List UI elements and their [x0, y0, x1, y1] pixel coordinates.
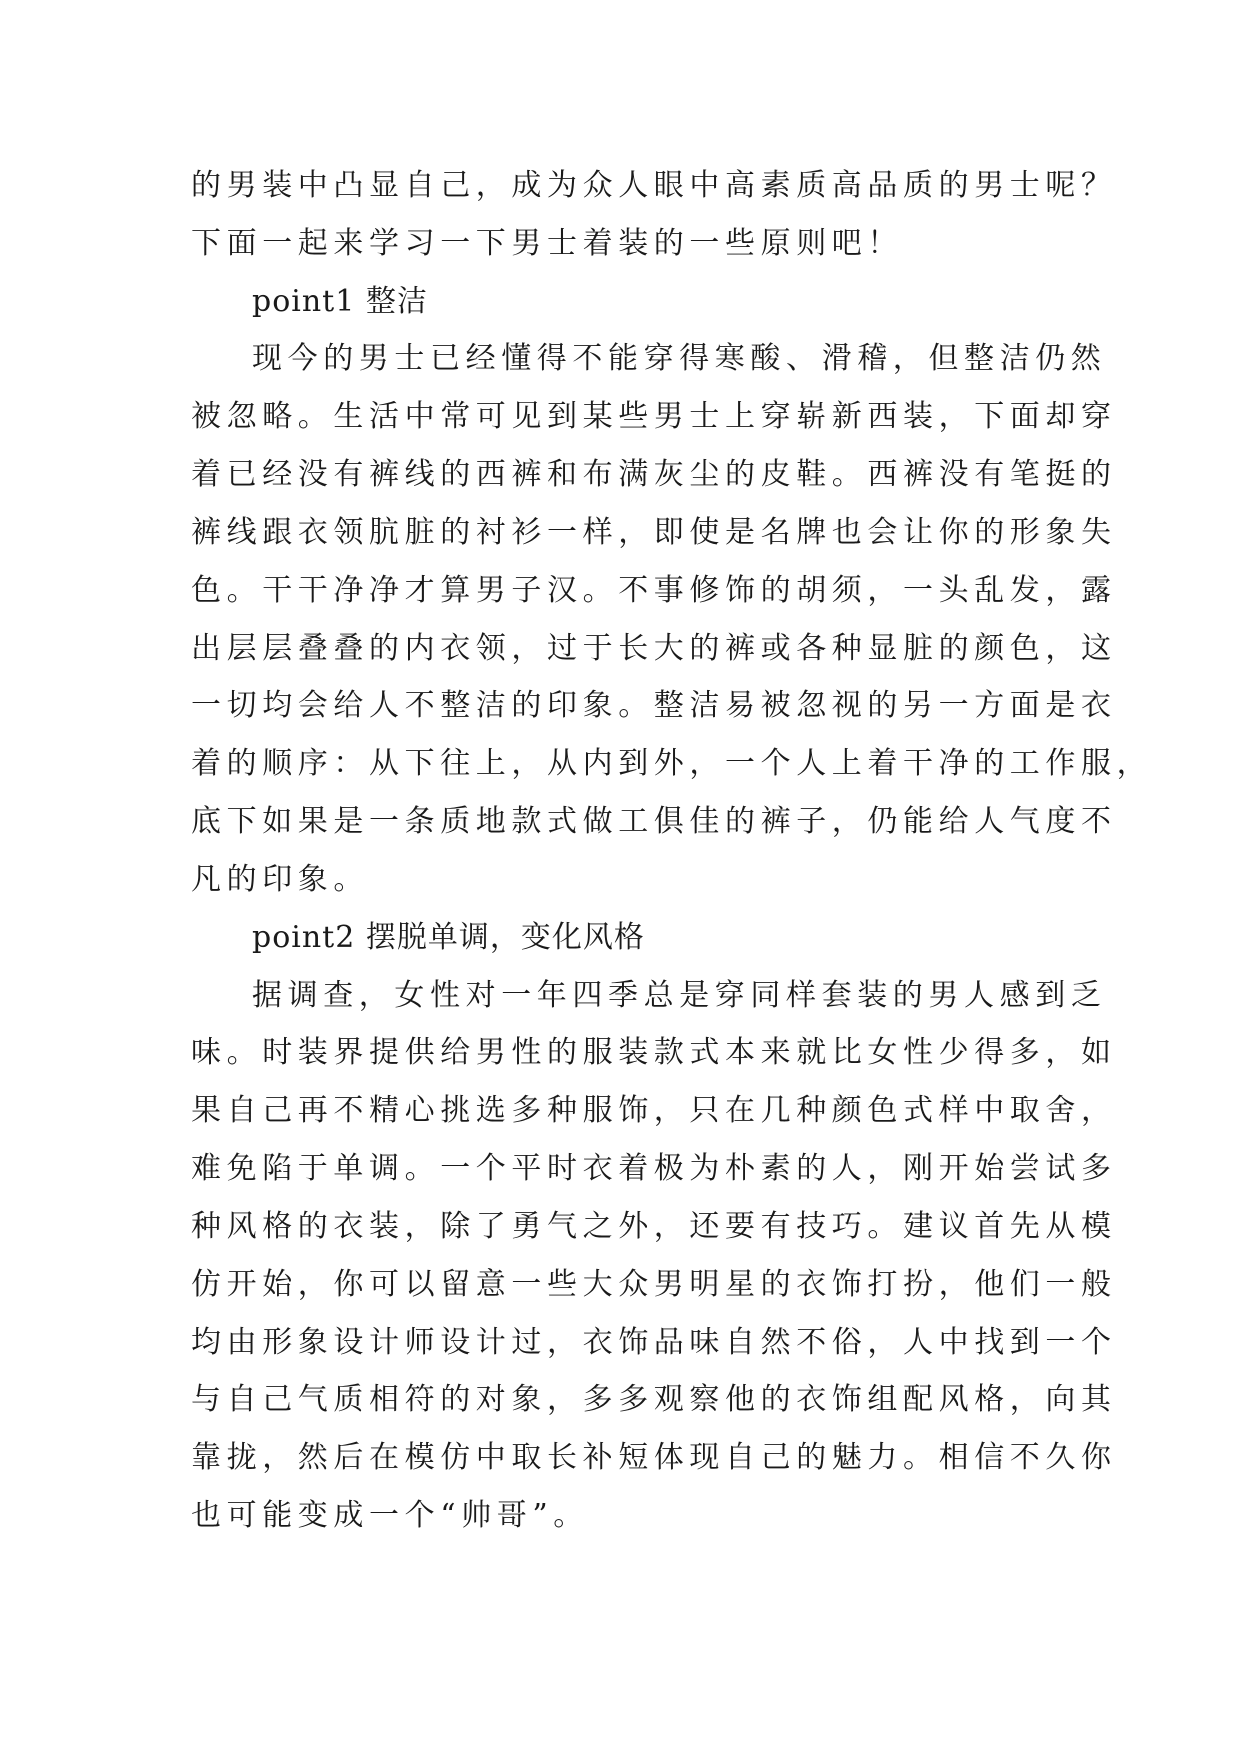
body-text-line: 也可能变成一个“帅哥”。	[191, 1498, 589, 1533]
body-text-line: 仿开始，你可以留意一些大众男明星的衣饰打扮，他们一般	[191, 1267, 1117, 1302]
section-heading-point1: point1 整洁	[252, 284, 428, 319]
body-text-line: 味。时装界提供给男性的服装款式本来就比女性少得多，如	[191, 1035, 1117, 1070]
body-text-line: 均由形象设计师设计过，衣饰品味自然不俗，人中找到一个	[191, 1325, 1117, 1360]
body-text-line: 靠拢，然后在模仿中取长补短体现自己的魅力。相信不久你	[191, 1440, 1117, 1475]
body-text-line: 凡的印象。	[191, 862, 369, 897]
body-text-line: 被忽略。生活中常可见到某些男士上穿崭新西装，下面却穿	[191, 399, 1117, 434]
body-text-line: 着已经没有裤线的西裤和布满灰尘的皮鞋。西裤没有笔挺的	[191, 457, 1117, 492]
body-text-line: 据调查，女性对一年四季总是穿同样套装的男人感到乏	[252, 978, 1107, 1013]
body-text-line: 难免陷于单调。一个平时衣着极为朴素的人，刚开始尝试多	[191, 1151, 1117, 1186]
body-text-line: 与自己气质相符的对象，多多观察他的衣饰组配风格，向其	[191, 1382, 1117, 1417]
body-text-line: 下面一起来学习一下男士着装的一些原则吧！	[191, 226, 903, 261]
body-text-line: 出层层叠叠的内衣领，过于长大的裤或各种显脏的颜色，这	[191, 631, 1117, 666]
body-text-line: 种风格的衣装，除了勇气之外，还要有技巧。建议首先从模	[191, 1209, 1117, 1244]
body-text-line: 的男装中凸显自己，成为众人眼中高素质高品质的男士呢？	[191, 168, 1117, 203]
body-text-line: 色。干干净净才算男子汉。不事修饰的胡须，一头乱发，露	[191, 573, 1117, 608]
body-text-line: 果自己再不精心挑选多种服饰，只在几种颜色式样中取舍，	[191, 1093, 1117, 1128]
section-heading-point2: point2 摆脱单调，变化风格	[252, 920, 645, 955]
body-text-line: 一切均会给人不整洁的印象。整洁易被忽视的另一方面是衣	[191, 688, 1117, 723]
body-text-line: 着的顺序：从下往上，从内到外，一个人上着干净的工作服，	[191, 746, 1153, 781]
body-text-line: 裤线跟衣领肮脏的衬衫一样，即使是名牌也会让你的形象失	[191, 515, 1117, 550]
body-text-line: 底下如果是一条质地款式做工俱佳的裤子，仍能给人气度不	[191, 804, 1117, 839]
body-text-line: 现今的男士已经懂得不能穿得寒酸、滑稽，但整洁仍然	[252, 341, 1107, 376]
